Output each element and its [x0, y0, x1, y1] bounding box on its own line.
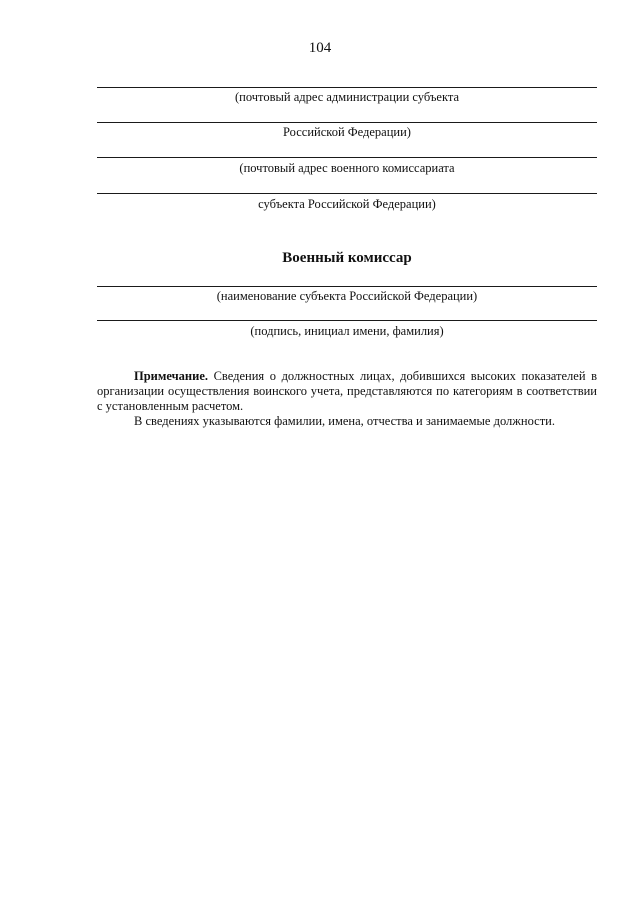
caption-commissariat-address-line1: (почтовый адрес военного комиссариата [239, 161, 455, 175]
fill-line-subject-name [97, 286, 597, 287]
note-paragraph-2: В сведениях указываются фамилии, имена, отчества и занимаемые должности. [134, 414, 555, 428]
fill-line-admin-address-1 [97, 87, 597, 88]
caption-signature: (подпись, инициал имени, фамилия) [250, 324, 444, 338]
note-label: Примечание. [134, 369, 209, 383]
fill-line-signature [97, 320, 597, 321]
heading-military-commissar: Военный комиссар [282, 250, 412, 266]
fill-line-commissariat-address-2 [97, 193, 597, 194]
note-paragraph-1 [97, 369, 597, 414]
fill-line-admin-address-2 [97, 122, 597, 123]
caption-admin-address-line2: Российской Федерации) [283, 125, 411, 139]
caption-subject-name: (наименование субъекта Российской Федерации) [216, 289, 478, 303]
page-number: 104 [308, 40, 332, 56]
caption-commissariat-address-line2: субъекта Российской Федерации) [258, 197, 436, 211]
note-text-1: Сведения о должностных лицах, добившихся высоких показателей в организации осуществления воинского учета, представляются по категориям в соответствии с установленным расчетом. [97, 369, 597, 413]
fill-line-commissariat-address-1 [97, 157, 597, 158]
note-block [97, 369, 597, 429]
caption-admin-address-line1: (почтовый адрес администрации субъекта [234, 90, 460, 104]
